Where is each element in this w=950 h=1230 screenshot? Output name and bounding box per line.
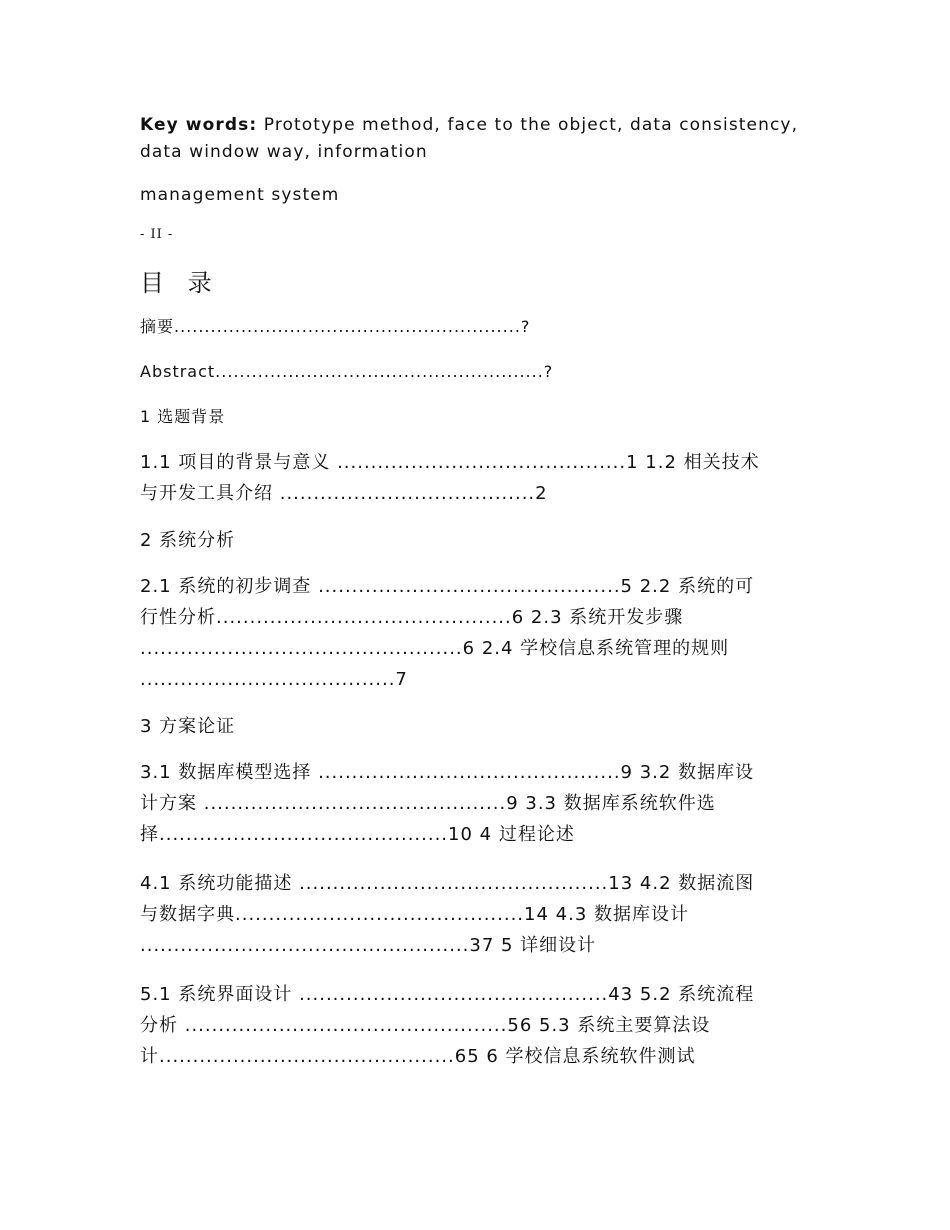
toc-line[interactable]: 分析 ................................................56 5.3 系统主要算法设 xyxy=(140,1015,711,1036)
toc-line[interactable]: 5.1 系统界面设计 ..............................................43 5.2 系统流程 xyxy=(140,984,755,1005)
toc-entry-abstract-en[interactable]: Abstract......................................................? xyxy=(140,362,554,381)
toc-line[interactable]: 计............................................65 6 学校信息系统软件测试 xyxy=(140,1046,696,1067)
toc-line[interactable]: 1.1 项目的背景与意义 ...........................................1 1.2 相关技术 xyxy=(140,452,760,473)
toc-line[interactable]: .................................................37 5 详细设计 xyxy=(140,935,597,956)
toc-chapter-4-entries xyxy=(140,868,810,961)
page-content xyxy=(140,112,810,1072)
toc-line[interactable]: ................................................6 2.4 学校信息系统管理的规则 xyxy=(140,638,730,659)
keywords-continuation: management system xyxy=(140,185,340,205)
toc-chapter-5-entries xyxy=(140,979,810,1072)
toc-line[interactable]: ......................................7 xyxy=(140,669,408,690)
toc-line[interactable]: 与数据字典...........................................14 4.3 数据库设计 xyxy=(140,904,690,925)
toc-entry-abstract-cn[interactable]: 摘要.........................................................? xyxy=(140,317,531,336)
toc-line[interactable]: 择...........................................10 4 过程论述 xyxy=(140,824,575,845)
page-number: - II - xyxy=(140,227,174,242)
toc-line[interactable]: 4.1 系统功能描述 ..............................................13 4.2 数据流图 xyxy=(140,873,755,894)
keywords-text-line2: data window way, information xyxy=(140,142,428,162)
toc-line[interactable]: 2.1 系统的初步调查 .............................................5 2.2 系统的可 xyxy=(140,576,755,597)
toc-line[interactable]: 行性分析............................................6 2.3 系统开发步骤 xyxy=(140,607,684,628)
toc-chapter-2-heading[interactable]: 2 系统分析 xyxy=(140,530,236,551)
keywords-paragraph xyxy=(140,112,810,166)
keywords-text-line1: Prototype method, face to the object, data consistency, xyxy=(257,115,799,135)
toc-line[interactable]: 3.1 数据库模型选择 .............................................9 3.2 数据库设 xyxy=(140,762,755,783)
toc-line[interactable]: 计方案 .............................................9 3.3 数据库系统软件选 xyxy=(140,793,716,814)
toc-chapter-3-entries xyxy=(140,757,810,850)
toc-chapter-3-heading[interactable]: 3 方案论证 xyxy=(140,716,236,737)
toc-chapter-2-entries xyxy=(140,571,810,695)
toc-line[interactable]: 与开发工具介绍 ......................................2 xyxy=(140,483,548,504)
keywords-label: Key words: xyxy=(140,115,258,135)
toc-title: 目 录 xyxy=(140,269,220,297)
toc-chapter-1-heading[interactable]: 1 选题背景 xyxy=(140,407,226,426)
toc-chapter-1-entries xyxy=(140,447,810,509)
